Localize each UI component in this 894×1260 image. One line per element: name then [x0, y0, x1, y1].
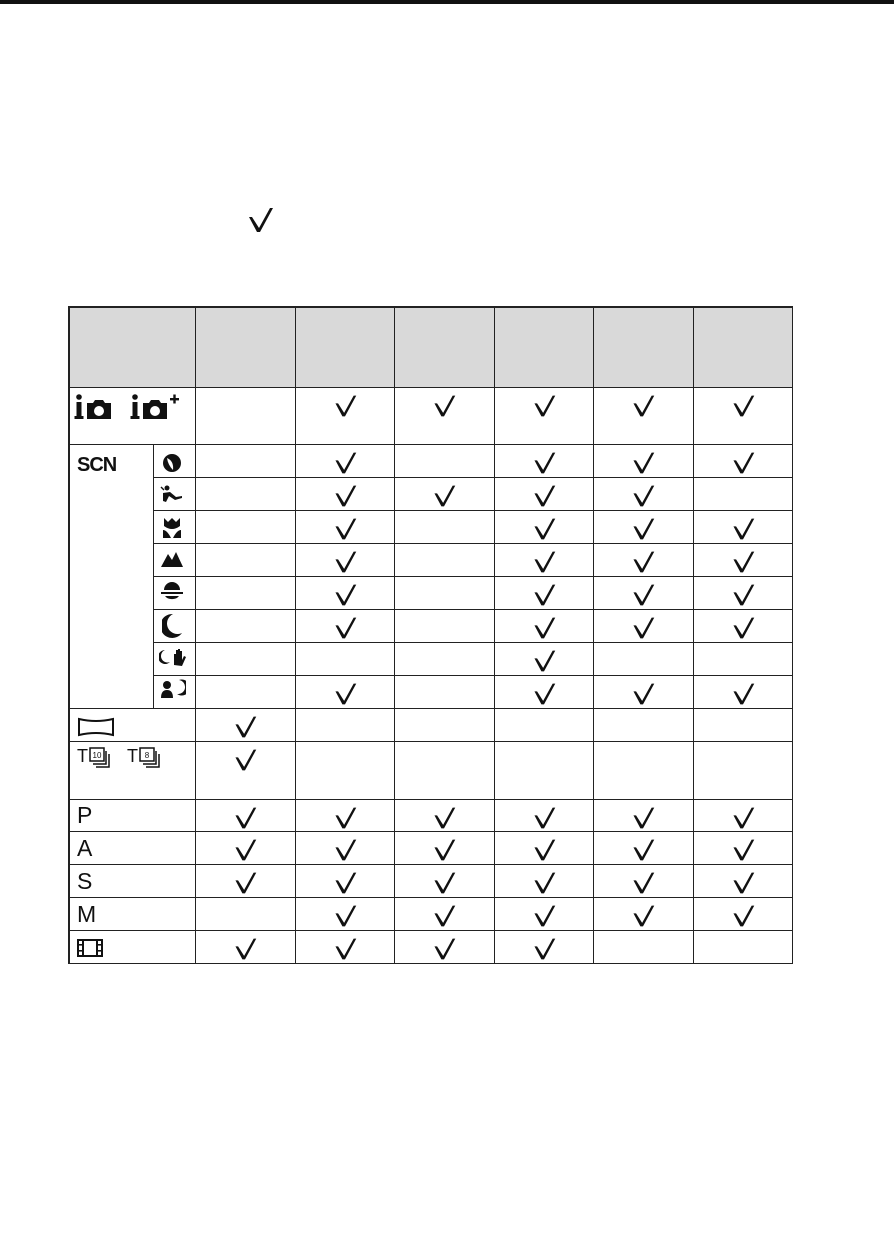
- check-mark-icon: [730, 615, 756, 641]
- check-mark-icon: [332, 805, 358, 831]
- check-mark-icon: [531, 936, 557, 962]
- row-divider: [68, 708, 793, 709]
- row-divider: [153, 609, 793, 610]
- check-mark-icon: [531, 516, 557, 542]
- check-mark-icon: [431, 483, 457, 509]
- table-border-bottom: [68, 963, 793, 965]
- check-mark-icon: [531, 805, 557, 831]
- top-rule: [0, 0, 894, 4]
- check-cell: [295, 582, 394, 608]
- check-mark-icon: [630, 483, 656, 509]
- check-cell: [693, 582, 793, 608]
- mode-s-label: [77, 870, 92, 893]
- soft-snap-icon: [161, 452, 183, 474]
- intelligent-auto-icon: [74, 392, 118, 422]
- check-mark-icon: [531, 483, 557, 509]
- check-mark-icon: [332, 549, 358, 575]
- t-label-2: T: [127, 746, 138, 766]
- check-mark-icon: [730, 582, 756, 608]
- check-cell: [494, 450, 593, 476]
- check-cell: [295, 681, 394, 707]
- check-cell: [693, 549, 793, 575]
- mode-a-label: [77, 837, 92, 860]
- check-mark-icon: [730, 516, 756, 542]
- check-mark-icon: [232, 747, 258, 773]
- row-label-intelligent-auto: [74, 392, 189, 432]
- night-portrait-icon: [160, 678, 186, 700]
- check-mark-icon: [332, 582, 358, 608]
- tele-zoom-8-continuous-icon: [139, 747, 163, 771]
- check-cell: [295, 870, 394, 896]
- check-cell: [295, 516, 394, 542]
- check-cell: [693, 837, 793, 863]
- check-mark-icon: [232, 870, 258, 896]
- check-cell: [195, 805, 295, 831]
- check-mark-icon: [730, 450, 756, 476]
- check-mark-icon: [630, 582, 656, 608]
- check-cell: [494, 936, 593, 962]
- check-cell: [494, 681, 593, 707]
- scn-label: [77, 454, 116, 477]
- row-label-continuous: [77, 747, 163, 771]
- check-mark-icon: [531, 450, 557, 476]
- check-mark-icon: [531, 615, 557, 641]
- check-mark-icon: [332, 615, 358, 641]
- handheld-twilight-icon: [159, 646, 187, 668]
- mode-m-label: [77, 903, 96, 926]
- mode-m-text: M: [77, 901, 97, 927]
- check-cell: [693, 393, 793, 419]
- check-mark-icon: [531, 681, 557, 707]
- check-cell: [593, 870, 693, 896]
- advanced-sports-icon: [160, 484, 184, 506]
- row-divider: [68, 387, 793, 388]
- check-cell: [593, 681, 693, 707]
- check-cell: [593, 615, 693, 641]
- row-divider: [68, 897, 793, 898]
- check-mark-icon: [332, 483, 358, 509]
- row-divider: [153, 477, 793, 478]
- check-mark-icon: [630, 516, 656, 542]
- check-mark-icon: [730, 870, 756, 896]
- check-cell: [693, 516, 793, 542]
- check-mark-icon: [531, 903, 557, 929]
- check-cell: [295, 549, 394, 575]
- gourmet-icon: [161, 516, 183, 540]
- check-cell: [394, 870, 494, 896]
- check-mark-icon: [332, 870, 358, 896]
- check-mark-icon: [232, 936, 258, 962]
- check-cell: [394, 903, 494, 929]
- check-cell: [593, 483, 693, 509]
- check-cell: [494, 870, 593, 896]
- check-cell: [494, 582, 593, 608]
- check-cell: [195, 936, 295, 962]
- check-mark-icon: [730, 681, 756, 707]
- check-mark-icon: [245, 205, 275, 235]
- row-divider: [68, 799, 793, 800]
- check-mark-icon: [630, 450, 656, 476]
- check-cell: [494, 648, 593, 674]
- tele-zoom-10-continuous-icon: [89, 747, 113, 771]
- check-cell: [494, 549, 593, 575]
- check-cell: [494, 805, 593, 831]
- check-cell: [295, 393, 394, 419]
- check-cell: [195, 747, 295, 773]
- row-divider: [153, 510, 793, 511]
- check-cell: [593, 393, 693, 419]
- check-cell: [494, 393, 593, 419]
- check-cell: [593, 450, 693, 476]
- check-cell: [693, 870, 793, 896]
- check-mark-icon: [730, 393, 756, 419]
- check-cell: [195, 714, 295, 740]
- check-cell: [593, 903, 693, 929]
- row-divider: [153, 675, 793, 676]
- check-cell: [593, 549, 693, 575]
- check-cell: [494, 516, 593, 542]
- check-cell: [295, 805, 394, 831]
- check-mark-icon: [332, 903, 358, 929]
- check-mark-icon: [332, 936, 358, 962]
- check-cell: [593, 837, 693, 863]
- check-cell: [295, 615, 394, 641]
- check-mark-icon: [630, 805, 656, 831]
- row-divider: [68, 831, 793, 832]
- check-cell: [593, 582, 693, 608]
- check-cell: [394, 936, 494, 962]
- night-scene-icon: [162, 613, 184, 639]
- row-divider: [68, 930, 793, 931]
- row-divider: [68, 444, 793, 445]
- t-label-1: T: [77, 746, 88, 766]
- row-divider: [68, 741, 793, 742]
- check-mark-icon: [630, 837, 656, 863]
- check-mark-icon: [232, 805, 258, 831]
- check-mark-icon: [332, 681, 358, 707]
- check-mark-icon: [431, 393, 457, 419]
- check-mark-icon: [431, 805, 457, 831]
- check-mark-icon: [332, 516, 358, 542]
- check-cell: [494, 837, 593, 863]
- check-mark-icon: [630, 393, 656, 419]
- check-cell: [593, 805, 693, 831]
- check-mark-icon: [232, 837, 258, 863]
- check-mark-icon: [630, 903, 656, 929]
- check-cell: [295, 903, 394, 929]
- check-cell: [693, 805, 793, 831]
- landscape-icon: [160, 549, 184, 569]
- mode-s-text: S: [77, 868, 93, 894]
- check-cell: [295, 837, 394, 863]
- check-mark-icon: [332, 393, 358, 419]
- sunset-icon: [160, 581, 184, 603]
- check-cell: [195, 837, 295, 863]
- sweep-panorama-icon: [77, 716, 115, 738]
- check-cell: [693, 681, 793, 707]
- check-mark-icon: [431, 837, 457, 863]
- check-mark-icon: [630, 549, 656, 575]
- row-divider: [153, 543, 793, 544]
- check-mark-icon: [630, 681, 656, 707]
- check-cell: [494, 903, 593, 929]
- scn-text: SCN: [77, 454, 117, 476]
- mode-p-text: P: [77, 802, 93, 828]
- mode-a-text: A: [77, 835, 93, 861]
- check-mark-icon: [730, 805, 756, 831]
- check-cell: [394, 805, 494, 831]
- check-mark-icon: [431, 870, 457, 896]
- check-mark-icon: [730, 837, 756, 863]
- check-mark-icon: [431, 903, 457, 929]
- column-divider: [195, 306, 196, 964]
- check-mark-icon: [531, 393, 557, 419]
- zoom-8-label: 8: [144, 751, 150, 760]
- row-divider: [153, 642, 793, 643]
- check-cell: [295, 450, 394, 476]
- check-mark-icon: [332, 837, 358, 863]
- check-cell: [195, 870, 295, 896]
- check-mark-icon: [531, 837, 557, 863]
- check-mark-icon: [531, 549, 557, 575]
- table-border-left: [68, 306, 70, 964]
- check-cell: [693, 903, 793, 929]
- check-mark-icon: [531, 582, 557, 608]
- check-cell: [394, 837, 494, 863]
- check-mark-icon: [630, 615, 656, 641]
- check-mark-icon: [730, 903, 756, 929]
- check-cell: [693, 615, 793, 641]
- check-mark-icon: [531, 870, 557, 896]
- zoom-10-label: 10: [92, 751, 102, 760]
- check-cell: [295, 483, 394, 509]
- superior-auto-icon: [130, 392, 182, 422]
- check-cell: [394, 483, 494, 509]
- row-divider: [68, 864, 793, 865]
- movie-icon: [77, 938, 103, 958]
- check-cell: [593, 516, 693, 542]
- check-cell: [295, 936, 394, 962]
- check-cell: [494, 483, 593, 509]
- table-header-row: [68, 306, 793, 387]
- table-border-top: [68, 306, 793, 308]
- check-mark-icon: [232, 714, 258, 740]
- check-cell: [693, 450, 793, 476]
- check-mark-icon: [730, 549, 756, 575]
- row-divider: [153, 576, 793, 577]
- check-mark-icon: [630, 870, 656, 896]
- mode-p-label: [77, 804, 92, 827]
- check-mark-icon: [531, 648, 557, 674]
- check-mark-icon: [431, 936, 457, 962]
- check-mark-icon: [332, 450, 358, 476]
- compatibility-table: [68, 306, 793, 964]
- check-cell: [494, 615, 593, 641]
- check-cell: [394, 393, 494, 419]
